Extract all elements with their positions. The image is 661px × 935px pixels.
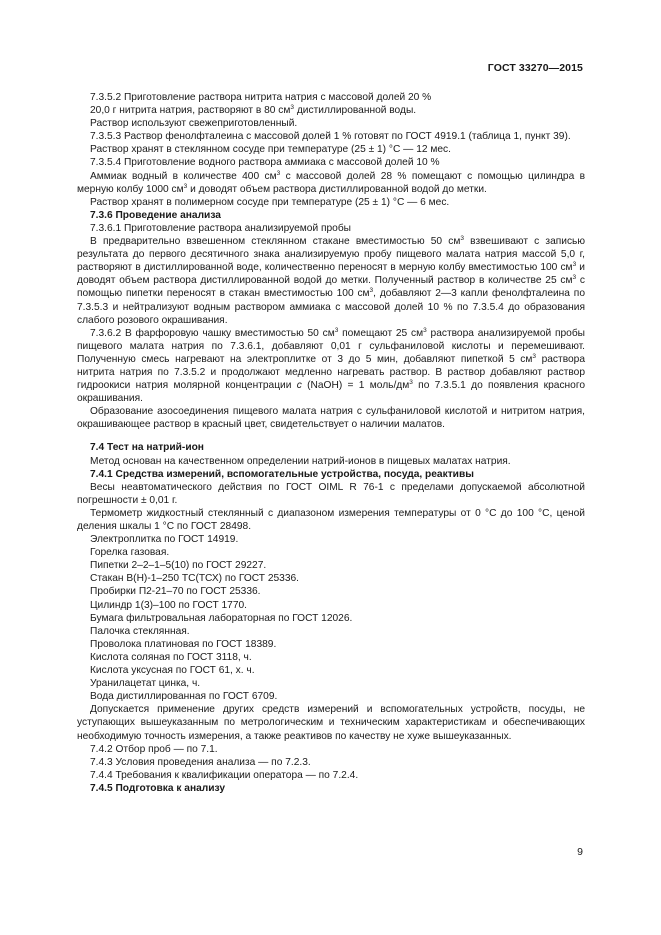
text-run: Метод основан на качественном определении натрий-ионов в пищевых малатах натрия.	[90, 455, 511, 467]
superscript: 3	[369, 287, 374, 295]
paragraph	[77, 117, 585, 130]
paragraph	[77, 170, 585, 196]
text-run: 7.3.6.1 Приготовление раствора анализируемой пробы	[90, 222, 351, 234]
superscript: 3	[572, 274, 577, 282]
text-run: 7.3.5.2 Приготовление раствора нитрита натрия с массовой долей 20 %	[90, 92, 432, 103]
paragraph	[77, 156, 585, 169]
paragraph	[77, 599, 585, 612]
superscript: 3	[276, 169, 281, 177]
paragraph	[77, 481, 585, 507]
text-run: с помощью пипетки переносят в стакан вместимостью 100 см	[77, 275, 585, 300]
text-run: с	[296, 380, 302, 392]
paragraph	[77, 690, 585, 703]
text-run: и доводят объем раствора дистиллированной водой до метки. Полученный раствор в количестве 25 см	[77, 262, 585, 287]
superscript: 3	[460, 235, 464, 243]
text-run: Электроплитка по ГОСТ 14919.	[90, 534, 239, 546]
paragraph	[77, 638, 585, 651]
paragraph	[77, 405, 585, 431]
text-run: Кислота уксусная по ГОСТ 61, х. ч.	[90, 665, 255, 677]
paragraph	[77, 546, 585, 559]
text-run: Аммиак водный в количестве 400 см	[90, 170, 277, 182]
paragraph	[77, 585, 585, 598]
section-heading	[77, 782, 585, 795]
text-run: и доводят объем раствора дистиллированной водой до метки.	[187, 183, 487, 195]
text-run: с массовой долей 28 % помещают с помощью цилиндра в мерную колбу 1000 см	[77, 170, 585, 195]
text-run: раствора нитрита натрия по 7.3.5.2 и продолжают медленно нагревать раствор. В раствор добавляют раствор гидроокиси натрия молярной концентрации	[77, 353, 585, 392]
paragraph	[77, 664, 585, 677]
paragraph	[77, 143, 585, 156]
text-run: Горелка газовая.	[90, 547, 170, 559]
section-gap	[77, 431, 585, 441]
text-run: дистиллированной воды.	[294, 105, 417, 117]
paragraph	[77, 196, 585, 209]
superscript: 3	[334, 326, 339, 334]
text-run: 20,0 г нитрита натрия, растворяют в 80 см	[90, 105, 291, 117]
paragraph	[77, 559, 585, 572]
text-run: Раствор хранят в стеклянном сосуде при температуре (25 ± 1) °С — 12 мес.	[90, 144, 451, 156]
text-run: 7.4 Тест на натрий-ион	[90, 442, 204, 454]
superscript: 3	[532, 352, 537, 360]
superscript: 3	[572, 261, 577, 269]
text-run: Допускается применение других средств измерений и вспомогательных устройств, посуды, не уступающих вышеуказанным по метрологическим и техническим характеристикам и обеспечивающих необходимую точность измерения, а также реактивов по качеству не хуже вышеуказанных.	[77, 704, 585, 742]
paragraph	[77, 455, 585, 468]
paragraph	[77, 507, 585, 533]
text-run: 7.3.6.2 В фарфоровую чашку вместимостью 50 см	[90, 327, 335, 339]
text-run: 7.3.5.4 Приготовление водного раствора аммиака с массовой долей 10 %	[90, 157, 440, 169]
standard-header: ГОСТ 33270—2015	[487, 62, 583, 74]
superscript: 3	[409, 379, 413, 387]
text-run: Пробирки П2-21–70 по ГОСТ 25336.	[90, 586, 261, 598]
text-run: Проволока платиновая по ГОСТ 18389.	[90, 638, 277, 650]
paragraph	[77, 533, 585, 546]
paragraph	[77, 104, 585, 117]
text-run: взвешивают с записью результата до первого десятичного знака анализируемую пробу пищевого малата натрия массой 5,0 г, растворяют в дистиллированной воде, количественно переносят в мерную колбу вместимостью 100 см	[77, 236, 585, 274]
paragraph	[77, 625, 585, 638]
paragraph	[77, 756, 585, 769]
text-run: 7.4.5 Подготовка к анализу	[90, 782, 226, 794]
page-number: 9	[577, 846, 583, 858]
paragraph	[77, 327, 585, 406]
section-heading	[77, 468, 585, 481]
text-run: Кислота соляная по ГОСТ 3118, ч.	[90, 651, 252, 663]
text-run: Раствор используют свежеприготовленный.	[90, 118, 298, 130]
paragraph	[77, 677, 585, 690]
text-run: 7.4.1 Средства измерений, вспомогательные устройства, посуда, реактивы	[90, 468, 474, 480]
text-run: 7.4.2 Отбор проб — по 7.1.	[90, 743, 218, 755]
paragraph	[77, 130, 585, 143]
text-run: Термометр жидкостный стеклянный с диапазоном измерения температуры от 0 °С до 100 °С, ценой деления шкалы 1 °С по ГОСТ 28498.	[77, 507, 585, 532]
paragraph	[77, 769, 585, 782]
text-run: Цилиндр 1(3)–100 по ГОСТ 1770.	[90, 599, 247, 611]
text-run: по 7.3.5.1 до появления красного окрашивания.	[77, 380, 585, 405]
paragraph	[77, 612, 585, 625]
text-run: Пипетки 2–2–1–5(10) по ГОСТ 29227.	[90, 560, 267, 572]
text-run: , добавляют 2—3 капли фенолфталеина по 7.3.5.3 и нейтрализуют водным раствором аммиака с массовой долей 10 % по 7.3.5.4 до образования слабого розового окрашивания.	[77, 288, 585, 326]
text-run: В предварительно взвешенном стеклянном стакане вместимостью 50 см	[90, 236, 461, 248]
text-run: (NaOH) = 1 моль/дм	[301, 380, 410, 392]
section-heading	[77, 441, 585, 454]
text-run: 7.3.5.3 Раствор фенолфталеина с массовой долей 1 % готовят по ГОСТ 4919.1 (таблица 1, пункт 39).	[90, 131, 571, 143]
paragraph	[77, 651, 585, 664]
text-run: Бумага фильтровальная лабораторная по ГОСТ 12026.	[90, 612, 353, 624]
paragraph	[77, 703, 585, 742]
superscript: 3	[423, 326, 427, 334]
text-run: 7.4.3 Условия проведения анализа — по 7.2.3.	[90, 756, 311, 768]
text-run: Весы неавтоматического действия по ГОСТ OIML R 76-1 с пределами допускаемой абсолютной погрешности ± 0,01 г.	[77, 481, 585, 506]
text-run: раствора анализируемой пробы пищевого малата натрия по 7.3.6.1, добавляют 0,01 г сульфаниловой кислоты и перемешивают. Полученную смесь нагревают на электроплитке от 3 до 5 мин, добавляют пипеткой 5 см	[77, 327, 586, 365]
superscript: 3	[183, 182, 188, 190]
text-run: Вода дистиллированная по ГОСТ 6709.	[90, 691, 278, 703]
paragraph	[77, 743, 585, 756]
text-run: Образование азосоединения пищевого малата натрия с сульфаниловой кислотой и нитритом натрия, окрашивающее раствор в красный цвет, свидетельствует о наличии малатов.	[77, 406, 585, 431]
text-run: 7.4.4 Требования к квалификации оператора — по 7.2.4.	[90, 769, 359, 781]
paragraph	[77, 235, 585, 327]
document-body	[77, 91, 585, 795]
paragraph	[77, 222, 585, 235]
text-run: Раствор хранят в полимерном сосуде при температуре (25 ± 1) °С — 6 мес.	[90, 196, 450, 208]
superscript: 3	[290, 104, 295, 112]
text-run: Палочка стеклянная.	[90, 625, 190, 637]
section-heading	[77, 209, 585, 222]
text-run: помещают 25 см	[338, 327, 424, 339]
text-run: Уранилацетат цинка, ч.	[90, 678, 201, 690]
text-run: 7.3.6 Проведение анализа	[90, 209, 221, 221]
text-run: Стакан В(Н)-1–250 ТС(ТСХ) по ГОСТ 25336.	[90, 573, 299, 585]
paragraph	[77, 572, 585, 585]
paragraph	[77, 91, 585, 104]
